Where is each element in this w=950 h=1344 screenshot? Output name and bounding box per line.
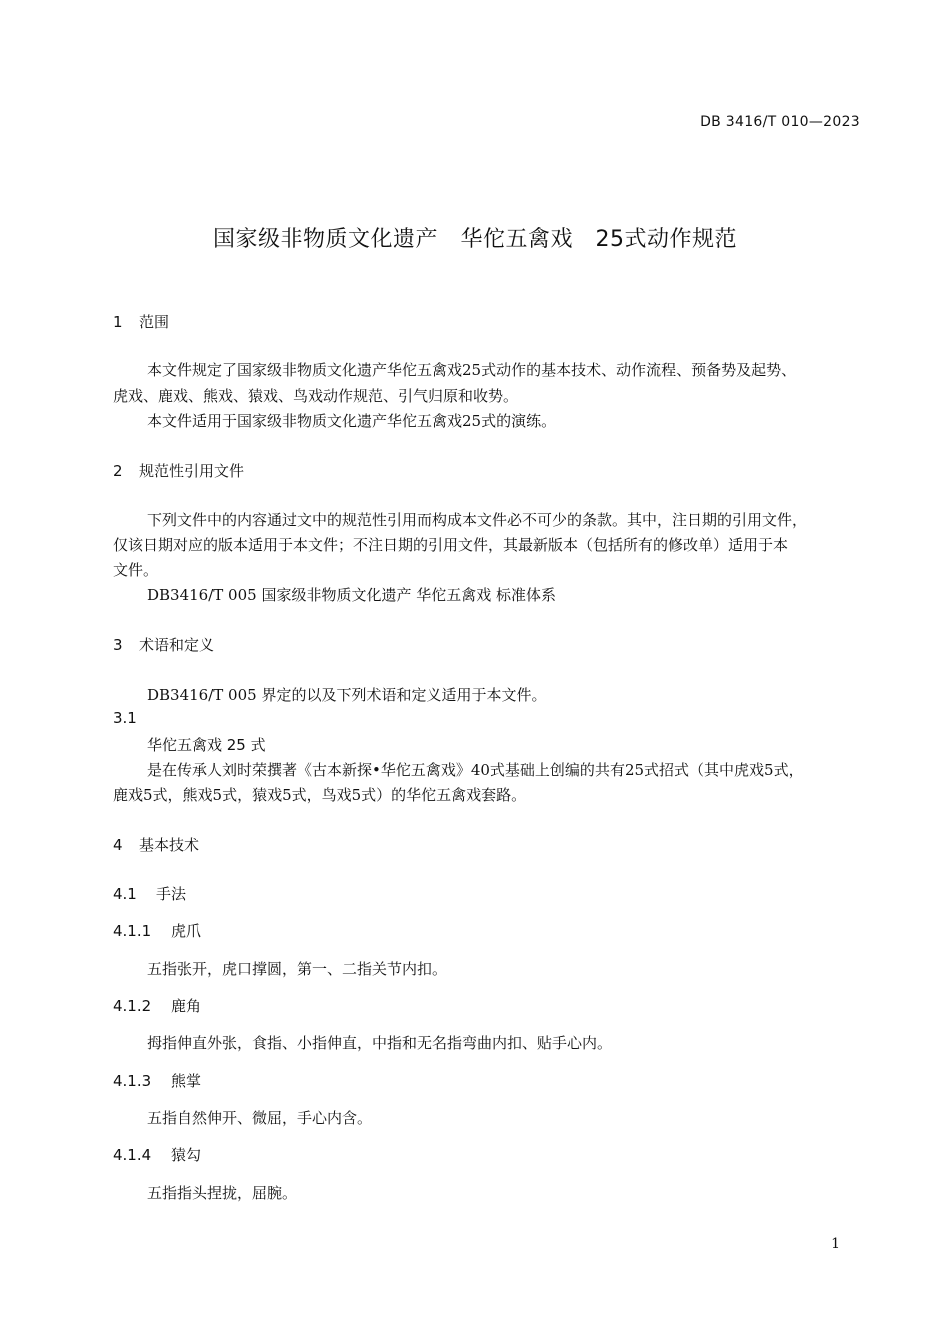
clause-title: 猿勾 xyxy=(171,1146,202,1164)
paragraph-line: 文件。 xyxy=(113,561,159,579)
clause-number: 4.1.4 xyxy=(113,1146,152,1164)
normative-reference: DB3416/T 005 国家级非物质文化遗产 华佗五禽戏 标准体系 xyxy=(147,586,556,604)
clause-heading xyxy=(113,1144,201,1165)
section-1-heading xyxy=(113,311,169,332)
paragraph-line: DB3416/T 005 界定的以及下列术语和定义适用于本文件。 xyxy=(147,686,547,704)
paragraph-line: 本文件规定了国家级非物质文化遗产华佗五禽戏25式动作的基本技术、动作流程、预备势及起势、 xyxy=(147,361,797,379)
clause-title: 虎爪 xyxy=(171,922,202,940)
section-title: 术语和定义 xyxy=(139,636,215,654)
page-title: 国家级非物质文化遗产 华佗五禽戏 25式动作规范 xyxy=(213,227,737,252)
section-3-heading xyxy=(113,634,214,655)
clause-text: 五指自然伸开、微屈，手心内含。 xyxy=(147,1109,373,1127)
doc-code: DB 3416/T 010—2023 xyxy=(700,114,860,130)
paragraph-line: 是在传承人刘时荣撰著《古本新探•华佗五禽戏》40式基础上创编的共有25式招式（其中虎戏5式， xyxy=(147,761,804,779)
section-4-heading xyxy=(113,834,199,855)
section-title: 范围 xyxy=(139,313,170,331)
paragraph-line: 仅该日期对应的版本适用于本文件；不注日期的引用文件，其最新版本（包括所有的修改单）适用于本 xyxy=(113,536,789,554)
section-2-heading xyxy=(113,460,244,481)
section-number: 1 xyxy=(113,313,123,331)
section-number: 4.1 xyxy=(113,885,137,903)
section-title: 手法 xyxy=(156,885,187,903)
section-number: 4 xyxy=(113,836,123,854)
section-title: 规范性引用文件 xyxy=(139,462,245,480)
paragraph-line: 鹿戏5式，熊戏5式，猿戏5式，鸟戏5式）的华佗五禽戏套路。 xyxy=(113,786,527,804)
clause-text: 五指张开，虎口撑圆，第一、二指关节内扣。 xyxy=(147,960,448,978)
paragraph-line: 虎戏、鹿戏、熊戏、猿戏、鸟戏动作规范、引气归原和收势。 xyxy=(113,387,519,405)
section-number: 2 xyxy=(113,462,123,480)
subsection-4-1-heading xyxy=(113,883,186,904)
clause-number: 4.1.1 xyxy=(113,922,152,940)
paragraph-line: 下列文件中的内容通过文中的规范性引用而构成本文件必不可少的条款。其中，注日期的引用文件， xyxy=(147,511,808,529)
page-number: 1 xyxy=(831,1236,840,1252)
clause-title: 鹿角 xyxy=(171,997,202,1015)
paragraph-line: 本文件适用于国家级非物质文化遗产华佗五禽戏25式的演练。 xyxy=(147,412,557,430)
term-heading: 华佗五禽戏 25 式 xyxy=(147,736,266,754)
clause-text: 五指指头捏拢，屈腕。 xyxy=(147,1184,298,1202)
clause-heading xyxy=(113,995,201,1016)
section-number: 3 xyxy=(113,636,123,654)
subsection-number: 3.1 xyxy=(113,709,137,727)
clause-title: 熊掌 xyxy=(171,1072,202,1090)
clause-number: 4.1.3 xyxy=(113,1072,152,1090)
clause-text: 拇指伸直外张，食指、小指伸直，中指和无名指弯曲内扣、贴手心内。 xyxy=(147,1034,613,1052)
clause-heading xyxy=(113,1070,201,1091)
section-title: 基本技术 xyxy=(139,836,200,854)
clause-heading xyxy=(113,920,201,941)
clause-number: 4.1.2 xyxy=(113,997,152,1015)
